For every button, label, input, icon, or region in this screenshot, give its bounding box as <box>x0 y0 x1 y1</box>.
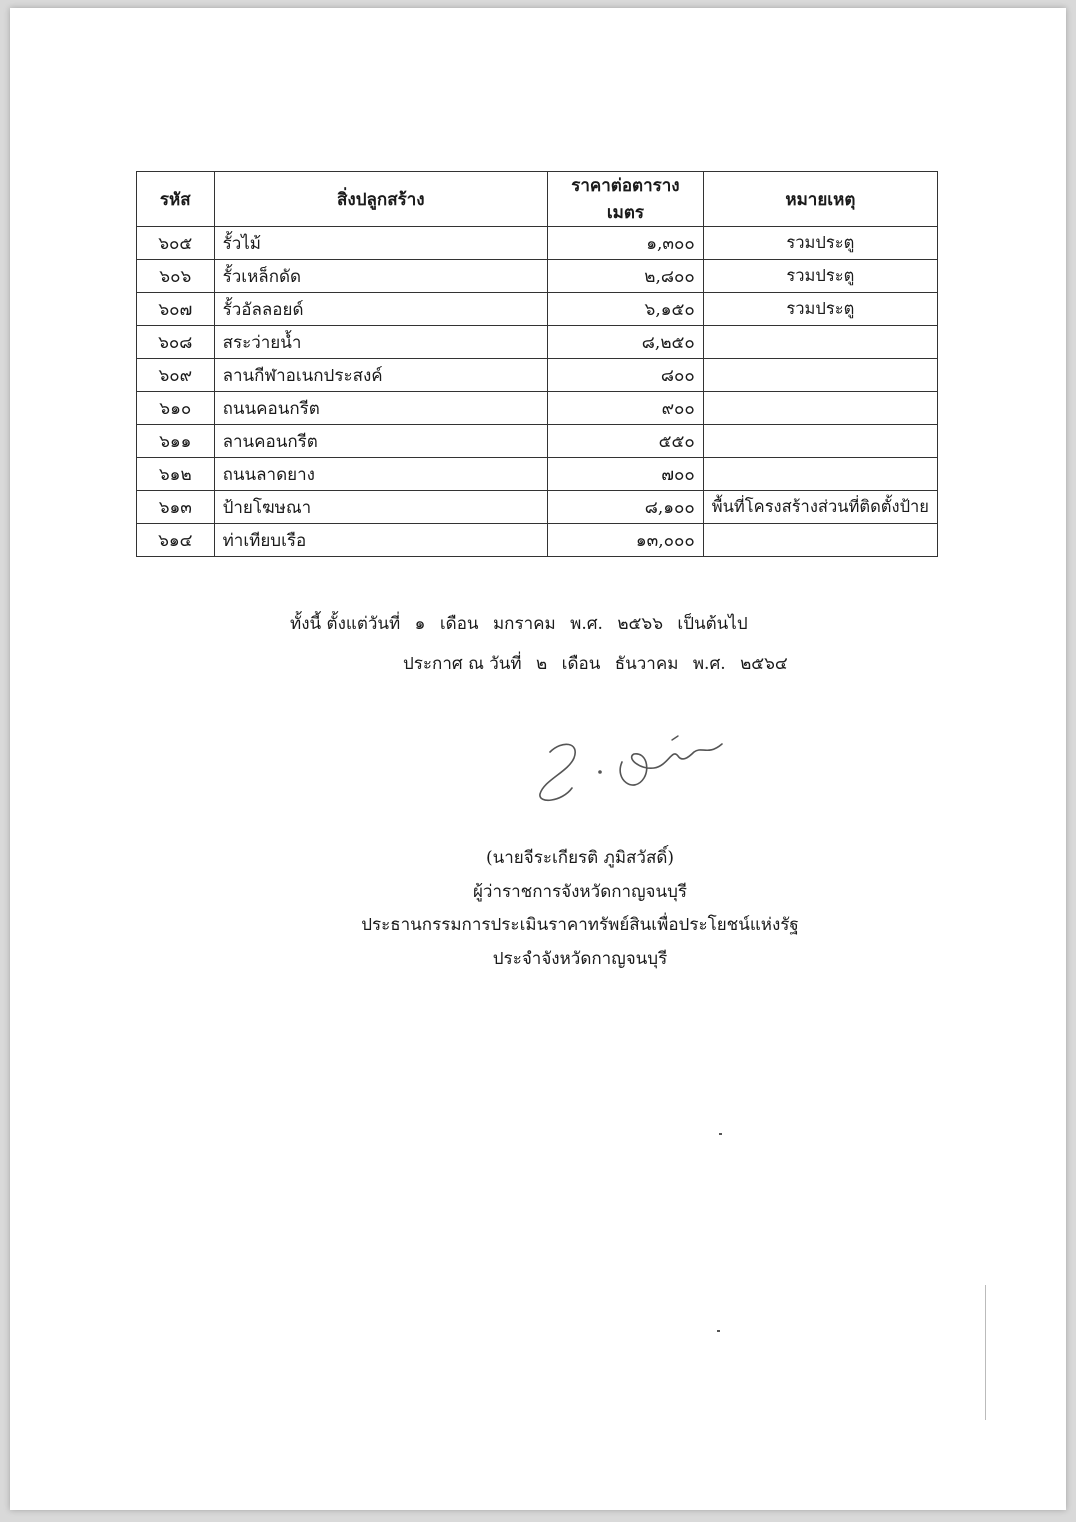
table-row <box>137 260 938 293</box>
effective-suffix: เป็นต้นไป <box>677 614 748 634</box>
cell-item: ลานคอนกรีต <box>214 425 547 458</box>
table-row <box>137 524 938 557</box>
table-row <box>137 392 938 425</box>
scan-speck <box>717 1330 720 1332</box>
cell-code: ๖๑๒ <box>137 458 215 491</box>
signatory-name: (นายจีระเกียรติ ภูมิสวัสดิ์) <box>485 848 674 868</box>
cell-code: ๖๐๘ <box>137 326 215 359</box>
cell-price: ๗๐๐ <box>548 458 704 491</box>
cell-item: ถนนคอนกรีต <box>214 392 547 425</box>
cell-note <box>703 359 937 392</box>
header-item: สิ่งปลูกสร้าง <box>214 172 547 227</box>
effective-month-label: เดือน <box>439 614 479 634</box>
cell-note: รวมประตู <box>703 293 937 326</box>
cell-price: ๑,๓๐๐ <box>548 227 704 260</box>
table-row <box>137 326 938 359</box>
cell-item: รั้วเหล็กดัด <box>214 260 547 293</box>
cell-note <box>703 326 937 359</box>
effective-year: ๒๕๖๖ <box>617 614 663 634</box>
effective-month: มกราคม <box>492 614 556 634</box>
cell-note: พื้นที่โครงสร้างส่วนที่ติดตั้งป้าย <box>703 491 937 524</box>
cell-code: ๖๐๕ <box>137 227 215 260</box>
scan-speck <box>719 1133 722 1135</box>
cell-code: ๖๑๔ <box>137 524 215 557</box>
cell-item: ถนนลาดยาง <box>214 458 547 491</box>
header-note: หมายเหตุ <box>703 172 937 227</box>
cell-price: ๘,๒๕๐ <box>548 326 704 359</box>
cell-price: ๘,๑๐๐ <box>548 491 704 524</box>
cell-price: ๙๐๐ <box>548 392 704 425</box>
cell-note <box>703 458 937 491</box>
announcement-date-line <box>403 650 797 677</box>
table-header-row <box>137 172 938 227</box>
table-row <box>137 491 938 524</box>
building-price-table <box>136 171 938 557</box>
cell-note: รวมประตู <box>703 260 937 293</box>
table-row <box>137 227 938 260</box>
scan-edge-line <box>985 1285 986 1420</box>
cell-item: ป้ายโฆษณา <box>214 491 547 524</box>
signatory-title-province: ประจำจังหวัดกาญจนบุรี <box>492 948 668 969</box>
cell-item: ท่าเทียบเรือ <box>214 524 547 557</box>
announce-month: ธันวาคม <box>614 654 679 674</box>
cell-code: ๖๐๙ <box>137 359 215 392</box>
cell-item: รั้วอัลลอยด์ <box>214 293 547 326</box>
announce-year: ๒๕๖๔ <box>740 654 788 674</box>
announce-prefix: ประกาศ ณ วันที่ <box>403 654 522 674</box>
cell-price: ๘๐๐ <box>548 359 704 392</box>
effective-prefix: ทั้งนี้ ตั้งแต่วันที่ <box>290 614 401 634</box>
cell-item: ลานกีฬาอเนกประสงค์ <box>214 359 547 392</box>
cell-note <box>703 425 937 458</box>
announce-era-label: พ.ศ. <box>692 654 726 674</box>
cell-code: ๖๐๗ <box>137 293 215 326</box>
table-row <box>137 425 938 458</box>
cell-item: สระว่ายน้ำ <box>214 326 547 359</box>
effective-day: ๑ <box>414 614 426 634</box>
cell-code: ๖๑๓ <box>137 491 215 524</box>
cell-code: ๖๐๖ <box>137 260 215 293</box>
cell-code: ๖๑๑ <box>137 425 215 458</box>
cell-item: รั้วไม้ <box>214 227 547 260</box>
cell-price: ๒,๘๐๐ <box>548 260 704 293</box>
cell-note: รวมประตู <box>703 227 937 260</box>
signatory-block <box>350 842 810 976</box>
cell-price: ๑๓,๐๐๐ <box>548 524 704 557</box>
signatory-title-chairman: ประธานกรรมการประเมินราคาทรัพย์สินเพื่อประโยชน์แห่งรัฐ <box>361 915 799 935</box>
cell-price: ๖,๑๕๐ <box>548 293 704 326</box>
cell-note <box>703 392 937 425</box>
table-row <box>137 293 938 326</box>
handwritten-signature <box>522 722 732 812</box>
header-code: รหัส <box>137 172 215 227</box>
header-price: ราคาต่อตารางเมตร <box>548 172 704 227</box>
cell-price: ๕๕๐ <box>548 425 704 458</box>
cell-note <box>703 524 937 557</box>
signatory-title-governor: ผู้ว่าราชการจังหวัดกาญจนบุรี <box>472 881 688 902</box>
effective-era-label: พ.ศ. <box>570 614 603 634</box>
announce-month-label: เดือน <box>561 654 601 674</box>
effective-date-line <box>290 610 757 637</box>
table-row <box>137 359 938 392</box>
announce-day: ๒ <box>536 654 548 674</box>
cell-code: ๖๑๐ <box>137 392 215 425</box>
table-row <box>137 458 938 491</box>
